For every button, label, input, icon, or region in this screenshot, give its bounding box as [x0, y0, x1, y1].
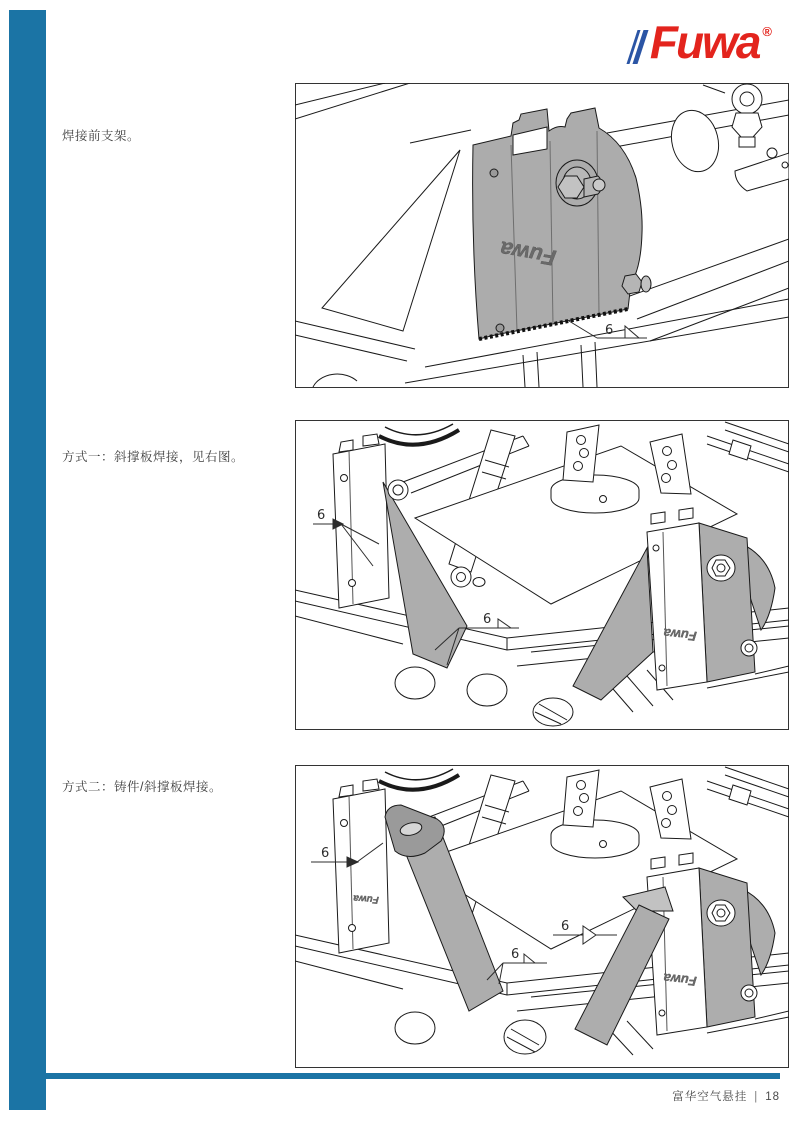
footer [672, 1088, 780, 1104]
weld-size-label: 6 [561, 919, 570, 934]
fuwa-logo [632, 16, 772, 68]
caption-step2: 方式一：斜撑板焊接，见右图。 [62, 450, 245, 464]
left-accent-bar [9, 10, 46, 1110]
logo-wordmark: Fuwa [649, 16, 760, 68]
weld-size-label: 6 [605, 323, 614, 338]
weld-size-label: 6 [511, 947, 520, 962]
footer-separator: | [754, 1091, 759, 1103]
weld-size-label: 6 [321, 846, 330, 861]
caption-step3: 方式二：铸件/斜撑板焊接。 [62, 780, 222, 794]
registered-trademark-icon: ® [762, 24, 772, 39]
figure-method2-casting-weld [295, 765, 789, 1068]
weld-size-label: 6 [483, 612, 492, 627]
embossed-brand-fig3-left: Fuwa [352, 892, 380, 905]
footer-divider [45, 1073, 780, 1079]
weld-size-label: 6 [317, 508, 326, 523]
logo-stripes-icon [632, 30, 646, 64]
caption-step1: 焊接前支架。 [62, 129, 141, 143]
embossed-brand-fig2: Fuwa [662, 625, 698, 644]
figure-bracket-before-welding [295, 83, 789, 388]
embossed-brand-fig3: Fuwa [662, 970, 698, 989]
figure-method1-gusset-weld [295, 420, 789, 730]
footer-product-line: 富华空气悬挂 [672, 1091, 748, 1103]
embossed-brand-fig1: Fuwa [498, 236, 558, 271]
footer-page-number: 18 [765, 1091, 780, 1103]
